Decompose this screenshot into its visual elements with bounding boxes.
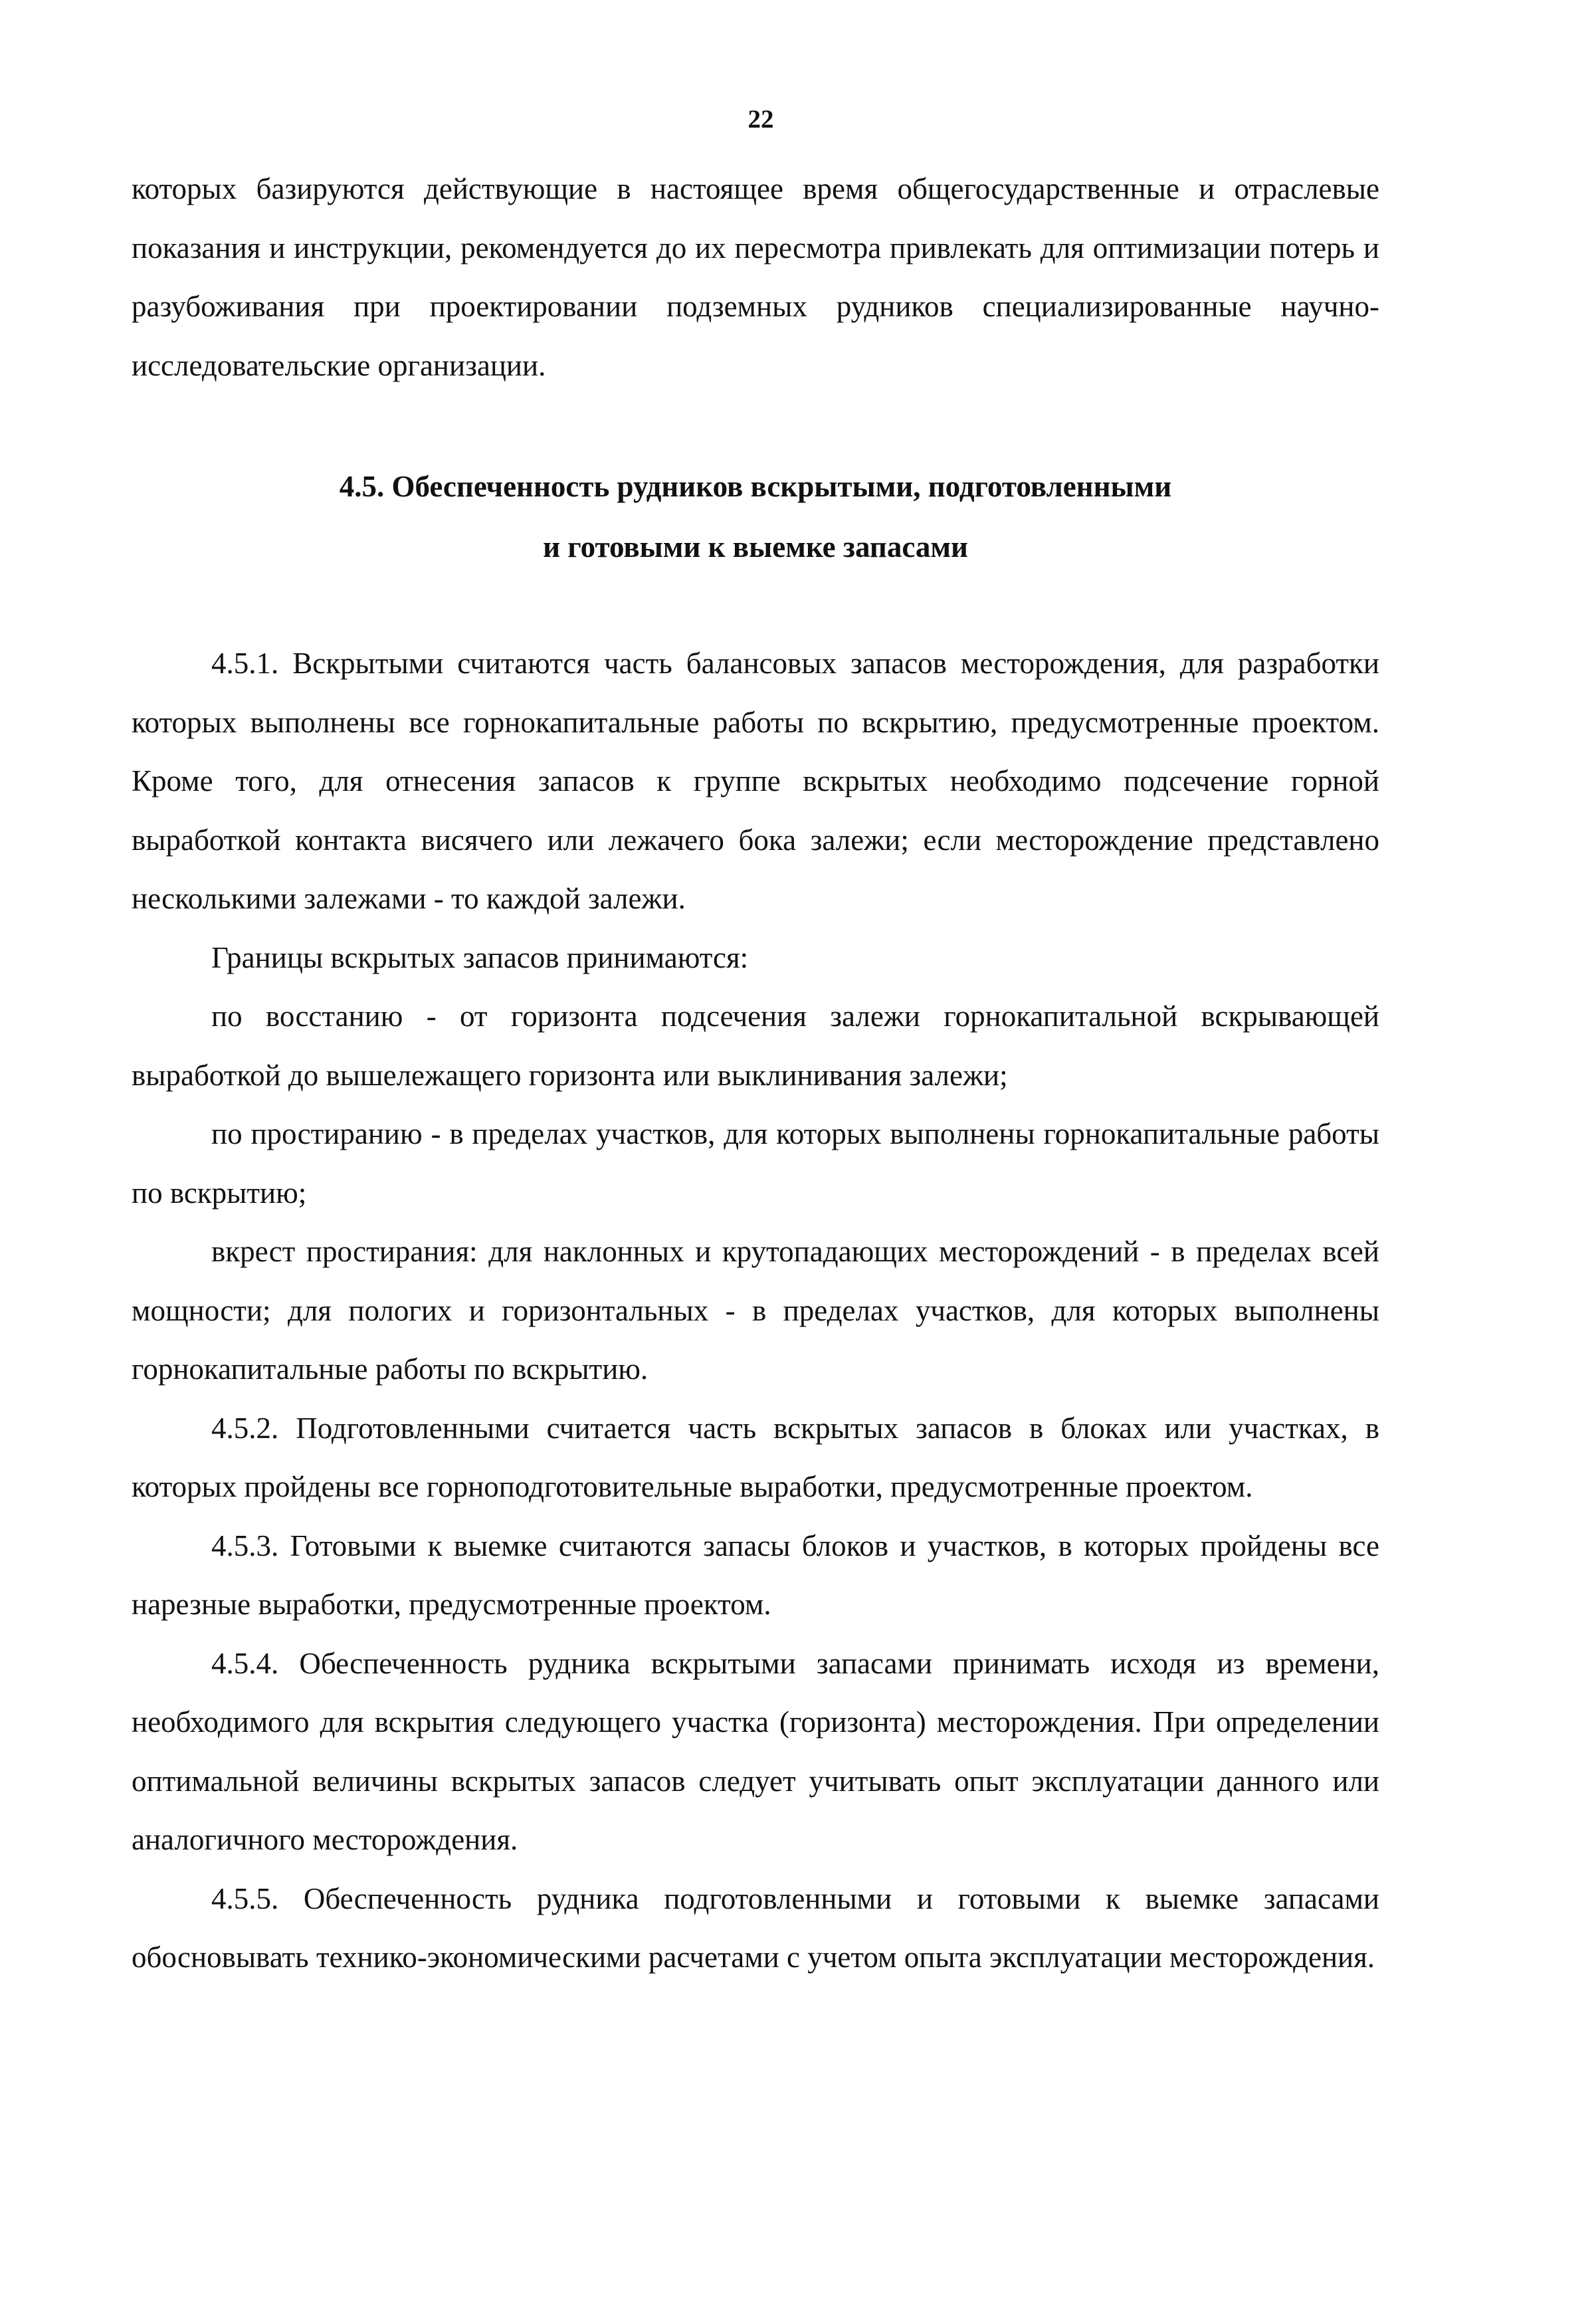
boundary-rise: по восстанию - от горизонта подсечения залежи горнокапитальной вскрывающей выработкой до вышележащего горизонта или выклинивания залежи; [132, 1000, 1379, 1092]
paragraph-4-5-3: 4.5.3. Готовыми к выемке считаются запасы блоков и участков, в которых пройдены все нарезные выработки, предусмотренные проектом. [132, 1529, 1379, 1621]
section-title-line-1: 4.5. Обеспеченность рудников вскрытыми, подготовленными [339, 470, 1172, 503]
paragraph-4-5-5: 4.5.5. Обеспеченность рудника подготовленными и готовыми к выемке запасами обосновывать технико-экономическими расчетами с учетом опыта эксплуатации месторождения. [132, 1881, 1379, 1974]
boundaries-intro: Границы вскрытых запасов принимаются: [211, 940, 749, 974]
intro-paragraph: которых базируются действующие в настоящее время общегосударственные и отраслевые показания и инструкции, рекомендуется до их пересмотра привлекать для оптимизации потерь и разубоживания при проектировании подземных рудников специализированные научно-исследовательские организации. [132, 172, 1379, 382]
document-body [132, 159, 1379, 1987]
paragraph-4-5-4: 4.5.4. Обеспеченность рудника вскрытыми запасами принимать исходя из времени, необходимого для вскрытия следующего участка (горизонта) месторождения. При определении оптимальной величины вскрытых запасов следует учитывать опыт эксплуатации данного или аналогичного месторождения. [132, 1646, 1379, 1856]
paragraph-4-5-1: 4.5.1. Вскрытыми считаются часть балансовых запасов месторождения, для разработки которых выполнены все горнокапитальные работы по вскрытию, предусмотренные проектом. Кроме того, для отнесения запасов к группе вскрытых необходимо подсечение горной выработкой контакта висячего или лежачего бока залежи; если месторождение представлено несколькими залежами - то каждой залежи. [132, 647, 1379, 915]
boundary-strike: по простиранию - в пределах участков, для которых выполнены горнокапитальные работы по вскрытию; [132, 1117, 1379, 1210]
boundary-cross: вкрест простирания: для наклонных и крутопадающих месторождений - в пределах всей мощности; для пологих и горизонтальных - в пределах участков, для которых выполнены горнокапитальные работы по вскрытию. [132, 1235, 1379, 1386]
page-number: 22 [748, 105, 774, 134]
paragraph-4-5-2: 4.5.2. Подготовленными считается часть вскрытых запасов в блоках или участках, в которых пройдены все горноподготовительные выработки, предусмотренные проектом. [132, 1411, 1379, 1503]
section-title-line-2: и готовыми к выемке запасами [543, 530, 968, 564]
section-heading [132, 395, 1379, 634]
